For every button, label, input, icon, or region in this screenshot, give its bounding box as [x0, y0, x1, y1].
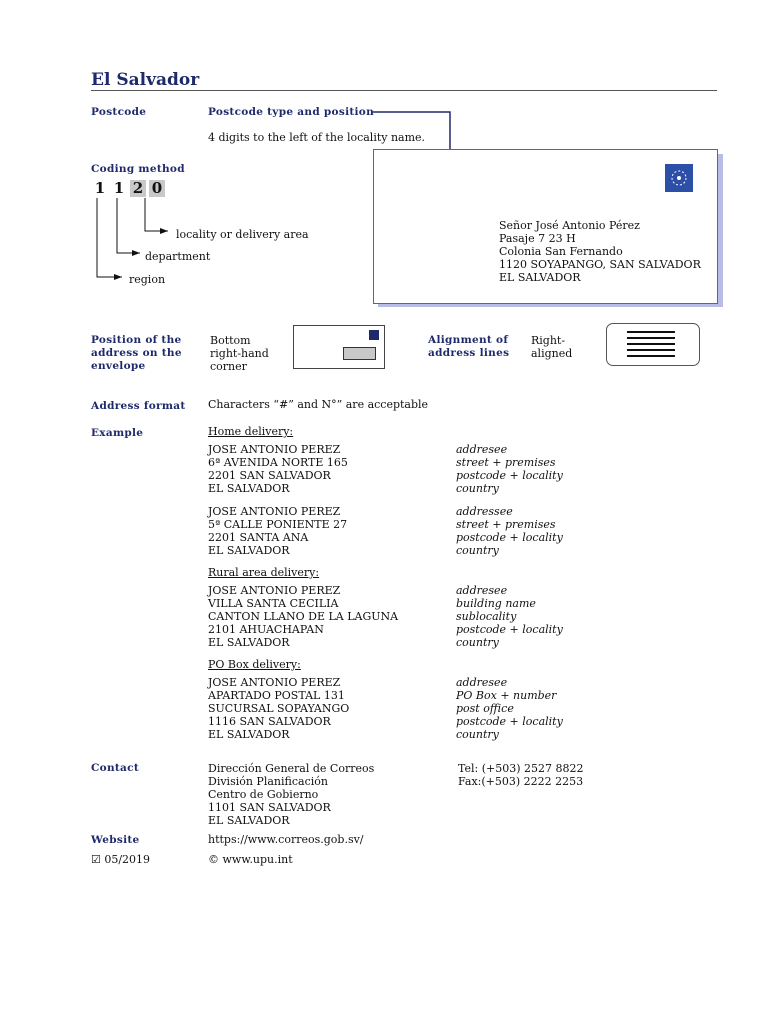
envelope-address-line: EL SALVADOR [499, 271, 581, 284]
footer-copyright: © www.upu.int [208, 853, 293, 866]
postcode-type-heading: Postcode type and position [208, 106, 375, 118]
envelope-address-line: Pasaje 7 23 H [499, 232, 576, 245]
address-line: EL SALVADOR [208, 482, 290, 495]
address-line: VILLA SANTA CECILIA [208, 597, 339, 610]
position-text-line: Bottom [210, 334, 251, 347]
address-note: postcode + locality [456, 623, 563, 636]
home-delivery-notes-1 [456, 443, 563, 495]
address-line: CANTON LLANO DE LA LAGUNA [208, 610, 399, 623]
address-note: building name [456, 597, 536, 610]
address-note: addressee [456, 505, 513, 518]
contact-label: Contact [91, 762, 139, 774]
address-line: 2101 AHUACHAPAN [208, 623, 324, 636]
rural-delivery-address [208, 584, 398, 649]
website-label: Website [91, 834, 140, 846]
address-line: SUCURSAL SOPAYANGO [208, 702, 350, 715]
coding-digit: 1 [113, 179, 125, 197]
alignment-text [531, 334, 572, 360]
rural-delivery-heading: Rural area delivery: [208, 566, 320, 579]
position-address-box-icon [343, 347, 376, 360]
position-label [91, 334, 182, 373]
address-note: post office [456, 702, 514, 715]
legend-locality: locality or delivery area [176, 228, 309, 241]
home-delivery-notes-2 [456, 505, 563, 557]
envelope-address-line: Colonia San Fernando [499, 245, 623, 258]
website-link[interactable]: https://www.correos.gob.sv/ [208, 833, 364, 846]
legend-department: department [145, 250, 211, 263]
address-line: EL SALVADOR [208, 728, 290, 741]
alignment-lines-icon [606, 323, 700, 366]
address-line: 1116 SAN SALVADOR [208, 715, 331, 728]
postcode-label: Postcode [91, 106, 147, 118]
address-line: 6ª AVENIDA NORTE 165 [208, 456, 348, 469]
address-note: street + premises [456, 518, 556, 531]
alignment-label-line: address lines [428, 347, 510, 359]
contact-phone: Tel: (+503) 2527 8822 [458, 762, 584, 775]
contact-fax: Fax:(+503) 2222 2253 [458, 775, 584, 788]
address-note: addresee [456, 584, 508, 597]
stamp-icon [665, 164, 693, 192]
postcode-description: 4 digits to the left of the locality name. [208, 131, 426, 144]
position-text [210, 334, 269, 373]
coding-digit: 2 [130, 180, 146, 197]
address-note: PO Box + number [456, 689, 557, 702]
home-delivery-address-1 [208, 443, 348, 495]
connector-locality [145, 198, 168, 231]
address-line: JOSE ANTONIO PEREZ [208, 584, 341, 597]
alignment-label-line: Alignment of [428, 334, 509, 346]
address-note: country [456, 482, 499, 495]
alignment-text-line: Right- [531, 334, 566, 347]
home-delivery-address-2 [208, 505, 347, 557]
coding-method-label: Coding method [91, 163, 185, 175]
page-title: El Salvador [91, 70, 200, 90]
connector-region [97, 198, 122, 277]
address-note: country [456, 728, 499, 741]
alignment-label [428, 334, 509, 360]
home-delivery-heading: Home delivery: [208, 425, 294, 438]
position-text-line: corner [210, 360, 247, 373]
position-text-line: right-hand [210, 347, 269, 360]
po-box-delivery-address [208, 676, 349, 741]
contact-line: Centro de Gobierno [208, 788, 319, 801]
contact-line: 1101 SAN SALVADOR [208, 801, 331, 814]
position-label-line: Position of the [91, 334, 182, 346]
contact-line: Dirección General de Correos [208, 762, 375, 775]
footer-date: ☑ 05/2019 [91, 853, 151, 866]
address-note: street + premises [456, 456, 556, 469]
address-note: postcode + locality [456, 469, 563, 482]
coding-digit: 0 [149, 180, 165, 197]
address-format-label: Address format [91, 400, 186, 412]
address-line: EL SALVADOR [208, 544, 290, 557]
address-note: sublocality [456, 610, 517, 623]
coding-digit: 1 [94, 179, 106, 197]
position-label-line: envelope [91, 360, 146, 372]
address-format-text: Characters “#” and N°” are acceptable [208, 398, 429, 411]
address-line: JOSE ANTONIO PEREZ [208, 676, 341, 689]
address-note: postcode + locality [456, 715, 563, 728]
envelope-address [499, 219, 701, 284]
legend-region: region [129, 273, 166, 286]
address-line: 2201 SAN SALVADOR [208, 469, 331, 482]
address-note: addresee [456, 443, 508, 456]
contact-address [208, 762, 374, 827]
contact-line: EL SALVADOR [208, 814, 290, 827]
connector-department [117, 198, 140, 253]
address-line: EL SALVADOR [208, 636, 290, 649]
position-envelope-icon [293, 325, 385, 369]
alignment-text-line: aligned [531, 347, 573, 360]
address-note: postcode + locality [456, 531, 563, 544]
address-note: addresee [456, 676, 508, 689]
envelope-address-line: 1120 SOYAPANGO, SAN SALVADOR [499, 258, 701, 271]
contact-phone-fax [458, 762, 584, 788]
address-line: 2201 SANTA ANA [208, 531, 309, 544]
po-box-delivery-notes [456, 676, 563, 741]
envelope-address-line: Señor José Antonio Pérez [499, 219, 640, 232]
address-note: country [456, 636, 499, 649]
address-line: JOSE ANTONIO PEREZ [208, 505, 341, 518]
po-box-delivery-heading: PO Box delivery: [208, 658, 301, 671]
position-stamp-icon [369, 330, 379, 340]
address-line: 5ª CALLE PONIENTE 27 [208, 518, 348, 531]
address-line: JOSE ANTONIO PEREZ [208, 443, 341, 456]
example-label: Example [91, 427, 144, 439]
address-line: APARTADO POSTAL 131 [208, 689, 345, 702]
contact-line: División Planificación [208, 775, 328, 788]
rural-delivery-notes [456, 584, 563, 649]
position-label-line: address on the [91, 347, 182, 359]
address-note: country [456, 544, 499, 557]
